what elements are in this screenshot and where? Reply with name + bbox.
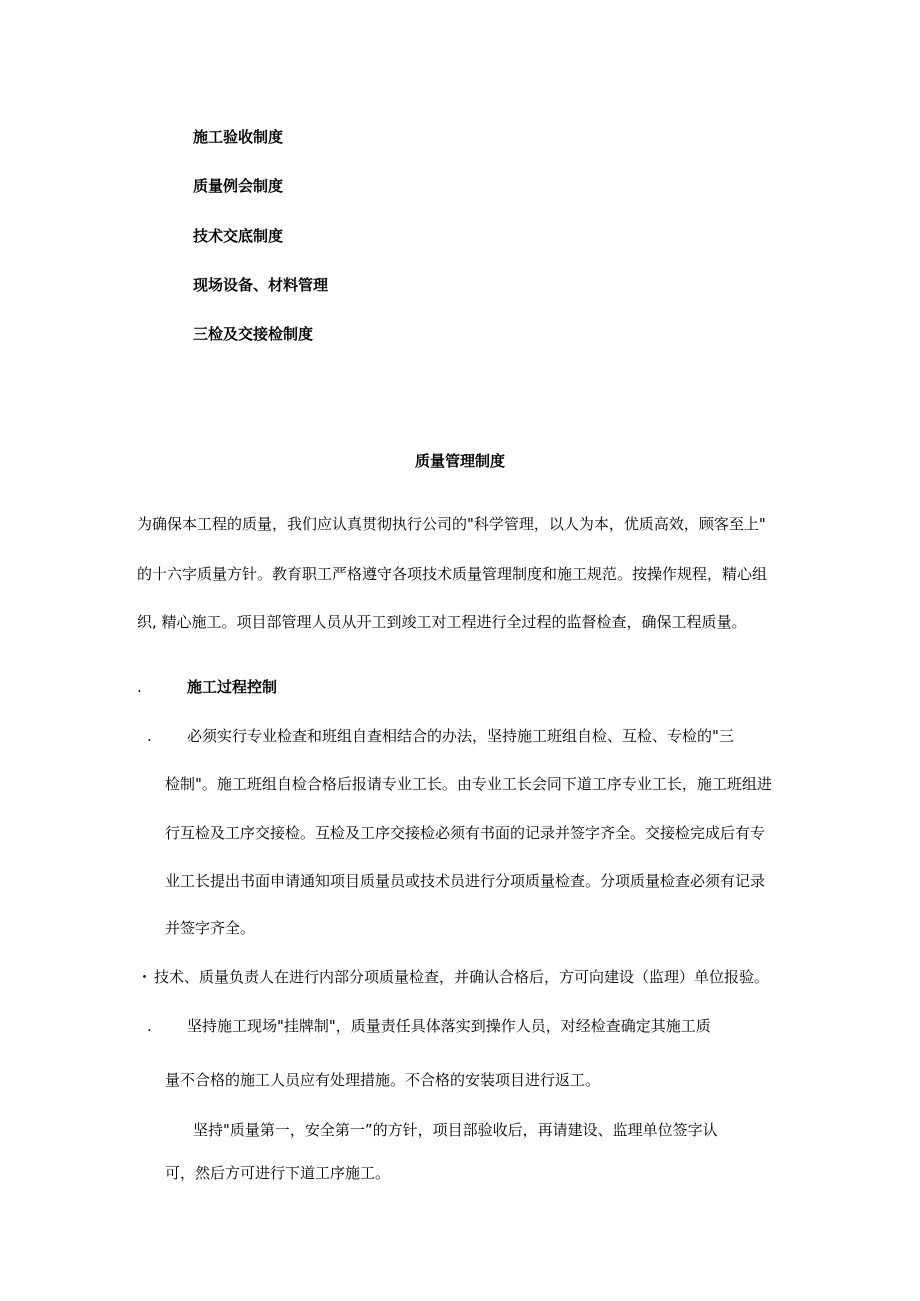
toc-item-equipment-material-management: 现场设备、材料管理 [193, 276, 329, 294]
list-item-line: 业工长提出书面申请通知项目质量员或技术员进行分项质量检查。分项质量检查必须有记录 [165, 872, 766, 890]
intro-line: 为确保本工程的质量，我们应认真贯彻执行公司的"科学管理，以人为本，优质高效，顾客至上" [137, 515, 766, 533]
list-item-marker: . [147, 1017, 152, 1035]
subsection-marker: . [137, 678, 142, 696]
list-item-line: 行互检及工序交接检。互检及工序交接检必须有书面的记录并签字齐全。交接检完成后有专 [165, 824, 766, 842]
list-item-marker: . [147, 727, 152, 745]
list-item-line: 坚持施工现场"挂牌制"，质量责任具体落实到操作人员，对经检查确定其施工质 [187, 1017, 711, 1035]
section-title: 质量管理制度 [414, 452, 505, 470]
intro-line: 的十六字质量方针。教育职工严格遵守各项技术质量管理制度和施工规范。按操作规程，精心组 [137, 565, 768, 583]
toc-item-technical-briefing-system: 技术交底制度 [193, 227, 284, 245]
list-item-line: 量不合格的施工人员应有处理措施。不合格的安装项目进行返工。 [165, 1071, 601, 1089]
list-item-line: 并签字齐全。 [165, 919, 256, 937]
toc-item-three-inspection-system: 三检及交接检制度 [193, 325, 314, 343]
list-item-marker: ・ [137, 968, 153, 986]
subsection-title: 施工过程控制 [187, 678, 278, 696]
intro-line: 织, 精心施工。项目部管理人员从开工到竣工对工程进行全过程的监督检查，确保工程质量。 [137, 613, 747, 631]
toc-item-quality-meeting-system: 质量例会制度 [193, 177, 284, 195]
list-item-line: 坚持"质量第一，安全第一”的方针，项目部验收后，再请建设、监理单位签字认 [193, 1121, 718, 1139]
list-item-line: 可，然后方可进行下道工序施工。 [165, 1164, 391, 1182]
list-item-line: 必须实行专业检查和班组自查相结合的办法，坚持施工班组自检、互检、专检的"三 [187, 727, 734, 745]
toc-item-inspection-system: 施工验收制度 [193, 128, 284, 146]
list-item-line: 技术、质量负责人在进行内部分项质量检查，并确认合格后，方可向建设（监理）单位报验。 [154, 968, 770, 986]
list-item-line: 检制"。施工班组自检合格后报请专业工长。由专业工长会同下道工序专业工长，施工班组进 [165, 775, 772, 793]
